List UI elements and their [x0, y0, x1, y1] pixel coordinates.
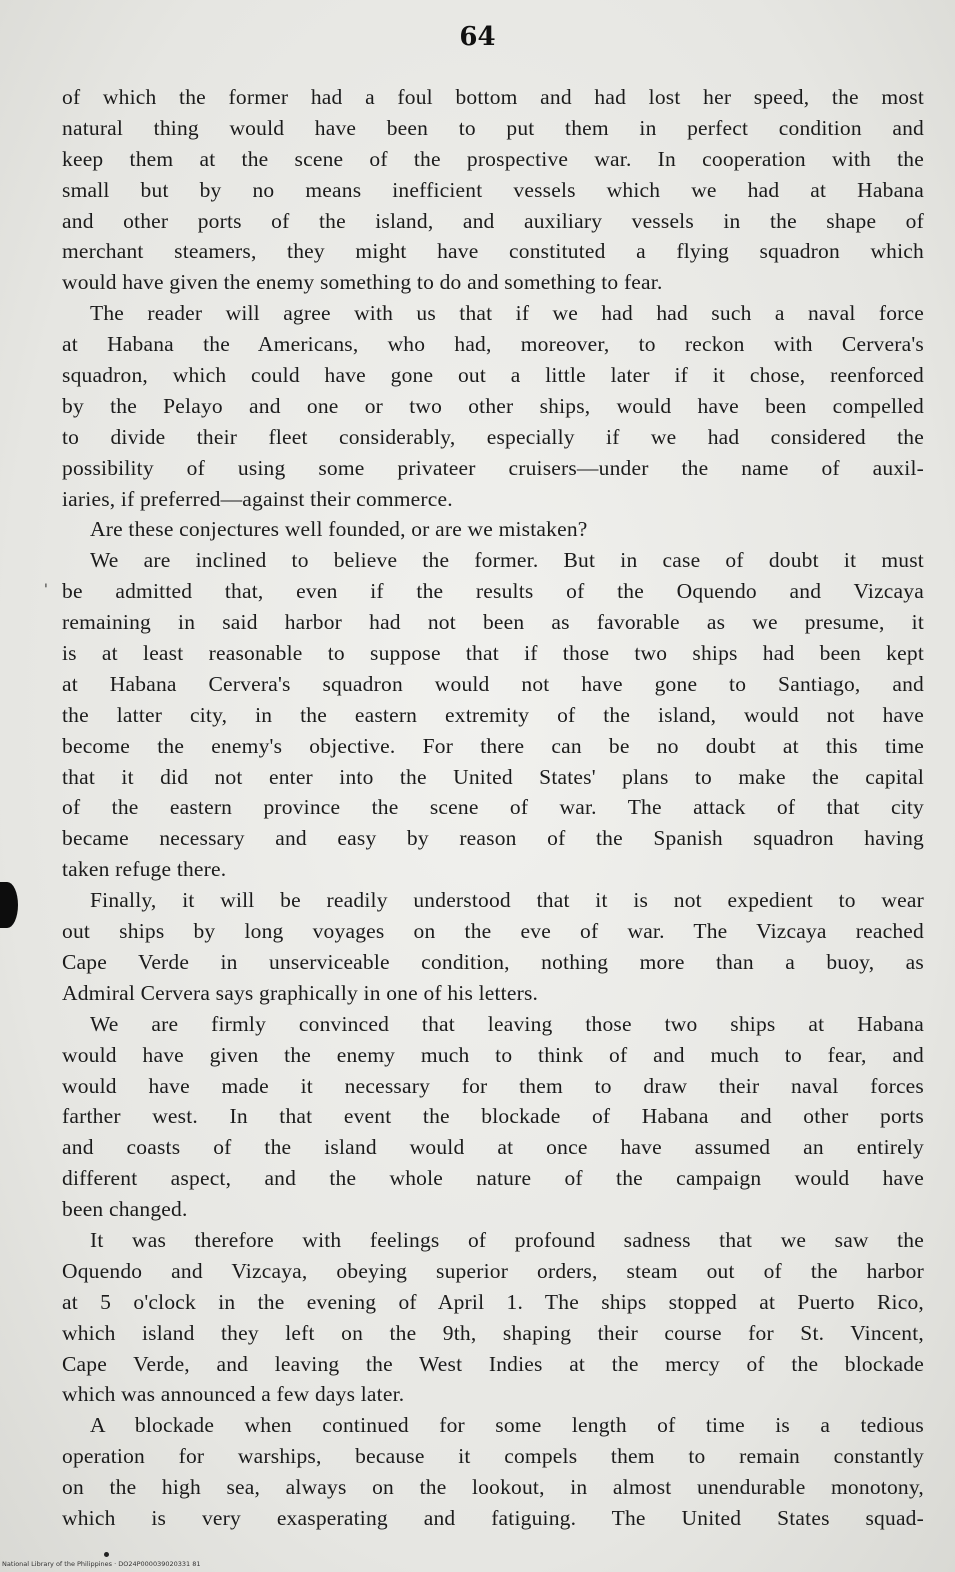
text-line: which was announced a few days later. [62, 1382, 405, 1407]
text-line: Cape Verde in unserviceable condition, nothing more than a buoy, as [62, 949, 924, 974]
text-line: It was therefore with feelings of profound sadness that we saw the [90, 1227, 924, 1252]
text-line: iaries, if preferred—against their commerce. [62, 486, 453, 511]
text-line: We are inclined to believe the former. But in case of doubt it must [90, 548, 924, 573]
text-line: at 5 o'clock in the evening of April 1. The ships stopped at Puerto Rico, [62, 1289, 924, 1314]
page-number: 64 [459, 22, 496, 52]
text-line: and other ports of the island, and auxiliary vessels in the shape of [62, 208, 924, 233]
text-line: would have given the enemy much to think of and much to fear, and [62, 1042, 924, 1067]
text-line: and coasts of the island would at once have assumed an entirely [62, 1135, 924, 1160]
text-line: by the Pelayo and one or two other ships, would have been compelled [62, 393, 924, 418]
text-line: to divide their fleet considerably, especially if we had considered the [62, 424, 924, 449]
text-line: been changed. [62, 1197, 188, 1222]
margin-mark: ' [44, 582, 48, 598]
text-line: natural thing would have been to put them in perfect condition and [62, 115, 924, 140]
text-line: Finally, it will be readily understood that it is not expedient to wear [90, 888, 924, 913]
text-line: that it did not enter into the United States' plans to make the capital [62, 764, 924, 789]
text-line: A blockade when continued for some length of time is a tedious [90, 1413, 924, 1438]
scan-footer: National Library of the Philippines · DO24P000039020331 81 [2, 1560, 201, 1568]
text-line: the latter city, in the eastern extremity of the island, would not have [62, 702, 924, 727]
text-line: Are these conjectures well founded, or are we mistaken? [90, 517, 588, 542]
text-line: is at least reasonable to suppose that if those two ships had been kept [62, 641, 924, 666]
text-line: at Habana Cervera's squadron would not have gone to Santiago, and [62, 671, 924, 696]
text-line: The reader will agree with us that if we had had such a naval force [90, 301, 924, 326]
text-line: small but by no means inefficient vessels which we had at Habana [62, 177, 924, 202]
text-line: become the enemy's objective. For there can be no doubt at this time [62, 733, 924, 758]
text-line: be admitted that, even if the results of the Oquendo and Vizcaya [62, 579, 924, 604]
text-line: of which the former had a foul bottom and had lost her speed, the most [62, 85, 924, 109]
text-line: We are firmly convinced that leaving those two ships at Habana [90, 1011, 924, 1036]
text-line: taken refuge there. [62, 857, 227, 882]
text-line: merchant steamers, they might have constituted a flying squadron which [62, 239, 924, 264]
text-line: of the eastern province the scene of war. The attack of that city [62, 795, 924, 820]
text-line: farther west. In that event the blockade of Habana and other ports [62, 1104, 924, 1129]
text-line: keep them at the scene of the prospective war. In cooperation with the [62, 146, 924, 171]
text-line: on the high sea, always on the lookout, in almost unendurable monotony, [62, 1475, 924, 1500]
text-line: Oquendo and Vizcaya, obeying superior orders, steam out of the harbor [62, 1258, 924, 1283]
text-line: squadron, which could have gone out a little later if it chose, reenforced [62, 363, 924, 388]
text-line: Admiral Cervera says graphically in one of his letters. [62, 980, 539, 1005]
text-line: would have made it necessary for them to draw their naval forces [62, 1073, 924, 1098]
text-line: operation for warships, because it compels them to remain constantly [62, 1444, 924, 1469]
text-line: possibility of using some privateer cruisers—under the name of auxil- [62, 455, 924, 480]
binding-blot [0, 882, 18, 928]
ink-dot [104, 1552, 109, 1557]
text-line: which island they left on the 9th, shaping their course for St. Vincent, [62, 1320, 924, 1345]
text-line: became necessary and easy by reason of the Spanish squadron having [62, 826, 924, 851]
text-line: out ships by long voyages on the eve of war. The Vizcaya reached [62, 919, 924, 944]
text-line: different aspect, and the whole nature of the campaign would have [62, 1166, 924, 1191]
text-line: which is very exasperating and fatiguing. The United States squad- [62, 1505, 924, 1530]
text-line: remaining in said harbor had not been as favorable as we presume, it [62, 610, 924, 635]
text-line: would have given the enemy something to do and something to fear. [62, 270, 663, 295]
text-line: at Habana the Americans, who had, moreover, to reckon with Cervera's [62, 332, 924, 357]
body-text [62, 82, 924, 1534]
text-line: Cape Verde, and leaving the West Indies at the mercy of the blockade [62, 1351, 924, 1376]
